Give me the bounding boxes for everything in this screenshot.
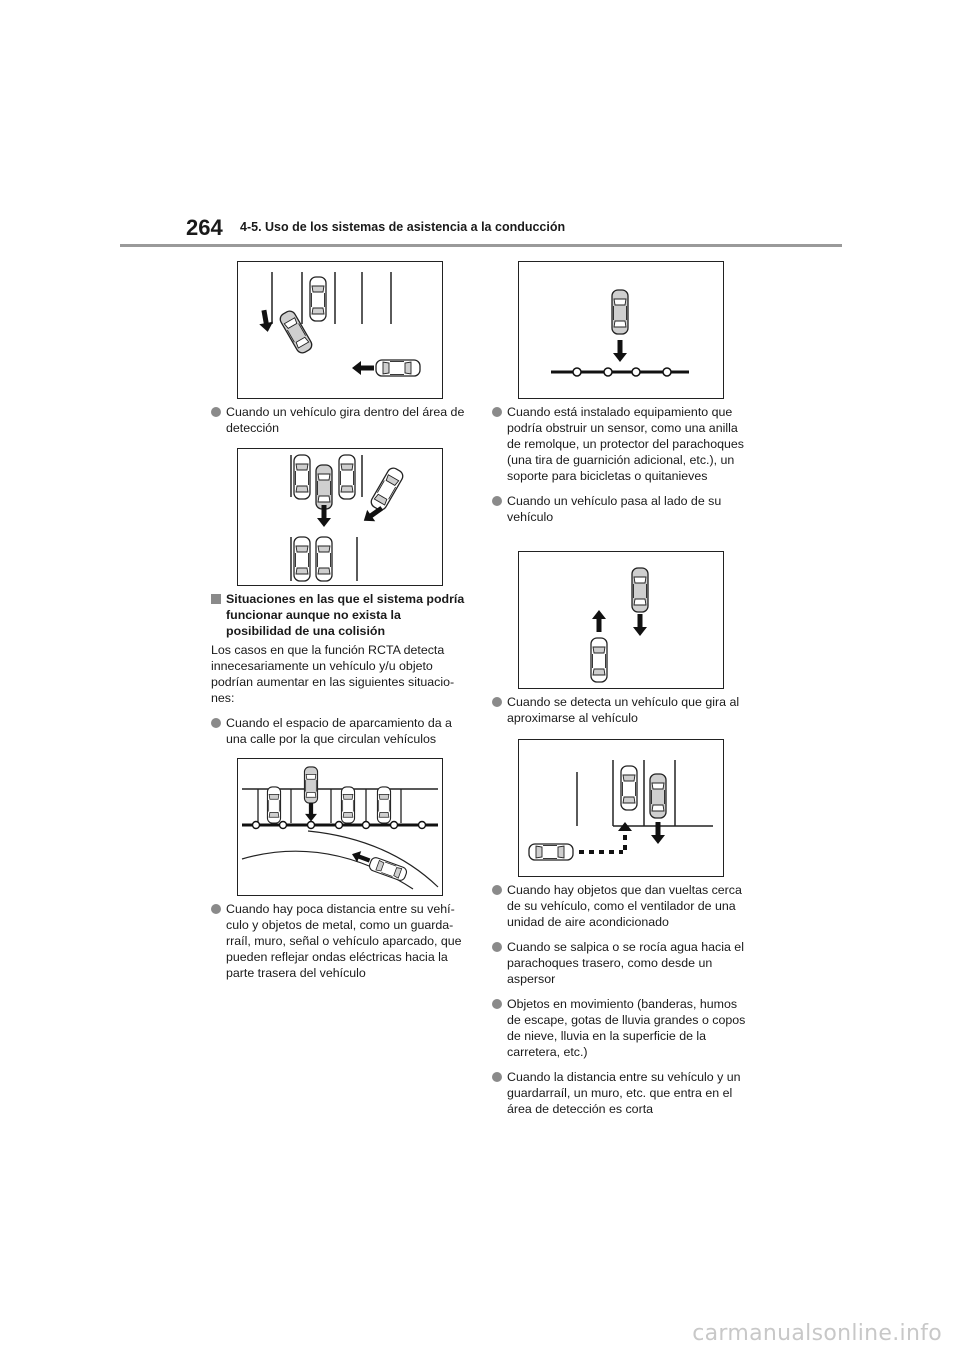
right-column-middle [492,694,754,735]
bullet-rotating-objects: Cuando hay objetos que dan vueltas cerca de su vehículo, como el ventilador de una unidad de aire acondicionado [492,882,754,930]
right-column-bottom [492,882,754,1126]
figure-vehicle-passes [518,551,724,689]
page-number: 264 [186,215,223,240]
header-divider [120,244,842,247]
watermark: carmanualsonline.info [692,1321,942,1346]
bullet-vehicle-turning: Cuando un vehículo gira dentro del área de detección [211,404,469,436]
bullet-turns-approach: Cuando se detecta un vehículo que gira al aproximarse al vehículo [492,694,754,726]
figure-turning-near-parked [237,448,443,586]
bullet-parking-street: Cuando el espacio de aparcamiento da a una calle por la que circulan vehículos [211,715,469,747]
figure-vehicle-turning [237,261,443,399]
bullet-short-distance: Cuando la distancia entre su vehículo y un guardarraíl, un muro, etc. que entra en el área de detección es corta [492,1069,754,1117]
bullet-equipment: Cuando está instalado equipamiento que podría obstruir un sensor, como una anilla de remolque, un protector del parachoques (una tira de guarnición adicional, etc.), un soporte para bicicletas o quitanieves [492,404,754,484]
section-title: 4-5. Uso de los sistemas de asistencia a la conducción [240,220,566,234]
figure-parking-street [237,758,443,896]
subheading-false-detection: Situaciones en las que el sistema podría funcionar aunque no exista la posibilidad de una colisión [211,591,469,639]
figure-obstructing-equipment [518,261,724,399]
figure-turning-approach [518,739,724,877]
left-column-bottom [211,901,469,990]
left-column-top [211,404,469,445]
right-column-top [492,404,754,534]
intro-paragraph: Los casos en que la función RCTA detecta innecesariamente un vehículo y/u objeto podrían aumentar en las siguientes situaciones: [211,643,455,705]
left-column-middle [211,591,469,756]
bullet-water-spray: Cuando se salpica o se rocía agua hacia el parachoques trasero, como desde un aspersor [492,939,754,987]
bullet-vehicle-passes: Cuando un vehículo pasa al lado de su vehículo [492,493,754,525]
bullet-moving-objects: Objetos en movimiento (banderas, humos de escape, gotas de lluvia grandes o copos de nieve, lluvia en la superficie de la carretera, etc.) [492,996,754,1060]
bullet-metal-objects: Cuando hay poca distancia entre su vehículo y objetos de metal, como un guardarraíl, muro, señal o vehículo aparcado, que pueden reflejar ondas eléctricas hacia la parte trasera del vehículo [211,901,469,981]
